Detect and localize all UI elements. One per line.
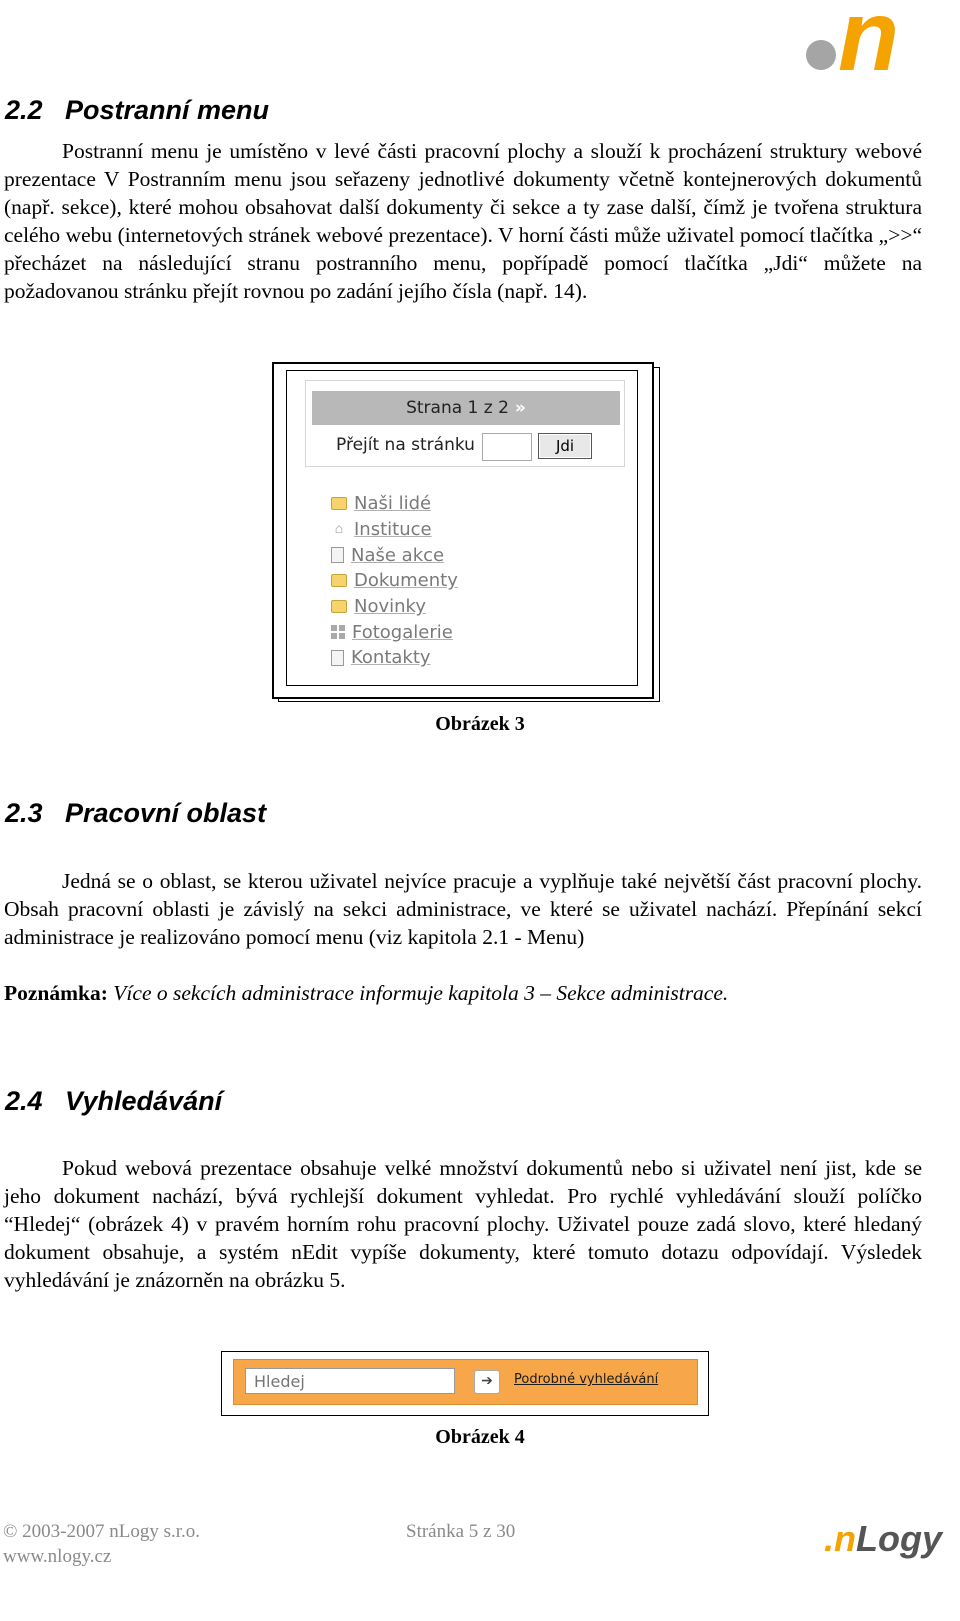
heading-number: 2.2 — [5, 95, 43, 125]
home-icon: ⌂ — [334, 521, 344, 537]
search-bar — [233, 1359, 698, 1405]
note — [4, 979, 922, 1007]
menu-item-label[interactable]: Naši lidé — [354, 493, 432, 515]
pager-bar — [312, 391, 620, 425]
menu-item[interactable] — [331, 491, 458, 517]
page-number-input[interactable] — [482, 433, 532, 461]
menu-item[interactable] — [331, 542, 458, 568]
paragraph-side-menu — [4, 137, 922, 305]
footer-page-number: Stránka 5 z 30 — [406, 1521, 516, 1542]
paragraph-text: Postranní menu je umístěno v levé části pracovní plochy a slouží k procházení struktury webové prezentace V Postranním menu jsou seřazeny jednotlivé dokumenty včetně kontejnerových dokumentů (např. sekce), které mohou obsahovat další dokumenty či sekce a ty zase další, čímž je tvořena struktura celého webu (internetových stránek webové prezentace). V horní části může uživatel pomocí tlačítka „>>“ přecházet na následující stranu postranního menu, popřípadě pomocí tlačítka „Jdi“ můžete na požadovanou stránku přejít rovnou po zadání jejího čísla (např. 14). — [4, 139, 922, 303]
footer-copyright: © 2003-2007 nLogy s.r.o. — [3, 1521, 201, 1542]
note-label: Poznámka: — [4, 981, 108, 1005]
go-button[interactable]: Jdi — [538, 433, 592, 459]
gallery-icon — [331, 625, 345, 639]
menu-item[interactable] — [331, 517, 458, 543]
menu-item[interactable] — [331, 619, 458, 645]
heading-title: Postranní menu — [65, 95, 270, 125]
pager-box — [305, 380, 625, 467]
side-menu-list — [331, 491, 458, 671]
heading-2-4 — [5, 1086, 222, 1117]
search-input[interactable] — [245, 1368, 455, 1394]
menu-item[interactable] — [331, 568, 458, 594]
heading-title: Pracovní oblast — [65, 798, 267, 828]
document-icon — [331, 547, 344, 563]
goto-label: Přejít na stránku — [336, 435, 475, 455]
footer-url[interactable]: www.nlogy.cz — [3, 1546, 112, 1567]
footer-logo — [824, 1518, 943, 1559]
figure-3-caption: Obrázek 3 — [435, 713, 525, 735]
side-menu-panel — [286, 370, 638, 686]
menu-item-label[interactable]: Naše akce — [351, 544, 445, 566]
heading-2-3 — [5, 798, 266, 829]
arrow-right-icon[interactable]: ➔ — [474, 1370, 500, 1394]
folder-icon — [331, 600, 347, 613]
footer-logo-dot: . — [824, 1518, 835, 1559]
heading-2-2 — [5, 95, 269, 126]
paragraph-work-area — [4, 867, 922, 951]
logo-dot — [806, 40, 836, 70]
paragraph-text: Jedná se o oblast, se kterou uživatel nejvíce pracuje a vyplňuje také největší část pracovní plochy. Obsah pracovní oblasti je závislý na sekci administrace, ve které se uživatel nachází. Přepínání sekcí administrace je realizováno pomocí menu (viz kapitola 2.1 - Menu) — [4, 869, 922, 949]
folder-icon — [331, 574, 347, 587]
next-page-icon[interactable]: » — [514, 398, 526, 418]
menu-item-label[interactable]: Kontakty — [351, 647, 431, 669]
menu-item-label[interactable]: Novinky — [354, 596, 426, 618]
document-icon — [331, 650, 344, 666]
paragraph-search — [4, 1154, 922, 1294]
footer-logo-n: n — [834, 1518, 857, 1559]
figure-4-caption: Obrázek 4 — [435, 1426, 525, 1448]
menu-item-label[interactable]: Fotogalerie — [352, 621, 453, 643]
heading-title: Vyhledávání — [65, 1086, 223, 1116]
menu-item-label[interactable]: Instituce — [354, 519, 432, 541]
menu-item-label[interactable]: Dokumenty — [354, 570, 458, 592]
figure-4 — [221, 1351, 709, 1416]
folder-icon — [331, 497, 347, 510]
menu-item[interactable] — [331, 594, 458, 620]
heading-number: 2.4 — [5, 1086, 43, 1116]
heading-number: 2.3 — [5, 798, 43, 828]
pager-label: Strana 1 z 2 — [406, 398, 509, 418]
menu-item[interactable] — [331, 645, 458, 671]
note-text: Více o sekcích administrace informuje kapitola 3 – Sekce administrace. — [113, 981, 729, 1005]
nlogy-logo: n — [838, 0, 900, 92]
advanced-search-link[interactable]: Podrobné vyhledávání — [514, 1372, 659, 1387]
paragraph-text: Pokud webová prezentace obsahuje velké množství dokumentů nebo si uživatel není jist, kde se jeho dokument nachází, bývá rychlejší dokument vyhledat. Pro rychlé vyhledávání slouží políčko “Hledej“ (obrázek 4) v pravém horním rohu pracovní plochy. Uživatel pouze zadá slovo, které hledaný dokument obsahuje, a systém nEdit vypíše dokumenty, které tomuto dotazu odpovídají. Výsledek vyhledávání je znázorněn na obrázku 5. — [4, 1156, 922, 1292]
figure-3 — [272, 362, 654, 699]
footer-logo-rest: Logy — [856, 1518, 943, 1559]
